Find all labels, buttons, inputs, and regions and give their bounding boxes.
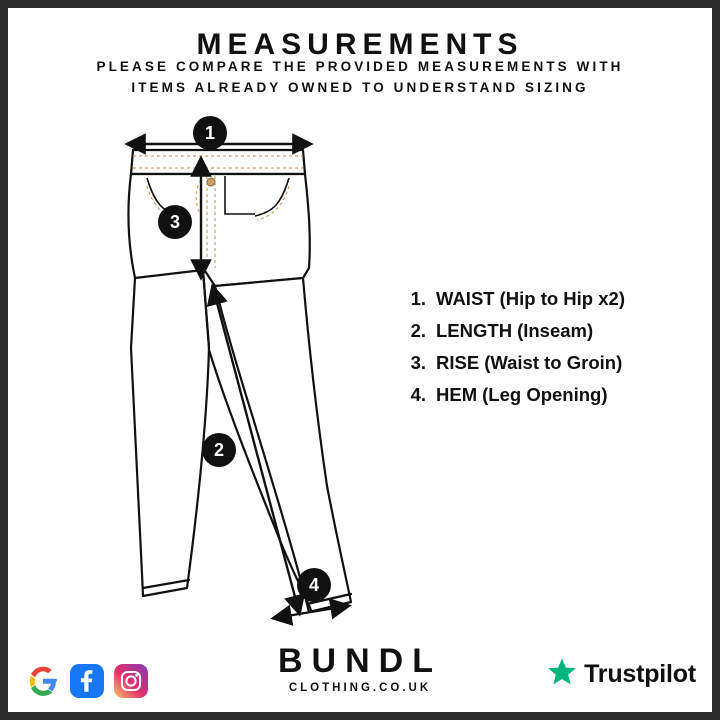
legend-item-length — [400, 320, 700, 342]
poster-canvas — [8, 8, 712, 712]
legend-description: (Waist to Groin) — [484, 352, 623, 373]
jeans-diagram — [103, 118, 403, 628]
trustpilot-star-icon — [547, 657, 577, 692]
trustpilot-name: Trustpilot — [584, 660, 696, 688]
legend-term: HEM — [436, 384, 478, 405]
legend-description: (Hip to Hip x2) — [499, 288, 625, 309]
legend-term: RISE — [436, 352, 480, 373]
legend-term: WAIST — [436, 288, 495, 309]
legend-number: 1. — [410, 288, 426, 309]
marker-waist: 1 — [193, 116, 227, 150]
brand-name: BUNDL — [278, 642, 442, 680]
legend-item-rise — [400, 352, 700, 374]
brand-domain: CLOTHING.CO.UK — [288, 682, 432, 694]
marker-rise: 3 — [158, 205, 192, 239]
page-subtitle — [8, 56, 712, 98]
legend-number: 4. — [410, 384, 426, 405]
page-title: MEASUREMENTS — [196, 28, 524, 61]
subtitle-line-1: PLEASE COMPARE THE PROVIDED MEASUREMENTS WITH — [96, 59, 624, 74]
hem-arrow — [275, 606, 347, 618]
legend-description: (Inseam) — [517, 320, 594, 341]
legend-item-hem — [400, 384, 700, 406]
legend-term: LENGTH — [436, 320, 513, 341]
trustpilot-logo[interactable] — [547, 657, 696, 692]
measurement-legend — [400, 288, 700, 416]
marker-hem: 4 — [297, 568, 331, 602]
legend-number: 2. — [410, 320, 426, 341]
legend-description: (Leg Opening) — [482, 384, 608, 405]
legend-item-waist — [400, 288, 700, 310]
dimension-arrows — [103, 118, 403, 628]
subtitle-line-2: ITEMS ALREADY OWNED TO UNDERSTAND SIZING — [131, 80, 589, 95]
legend-number: 3. — [410, 352, 426, 373]
marker-length: 2 — [202, 433, 236, 467]
